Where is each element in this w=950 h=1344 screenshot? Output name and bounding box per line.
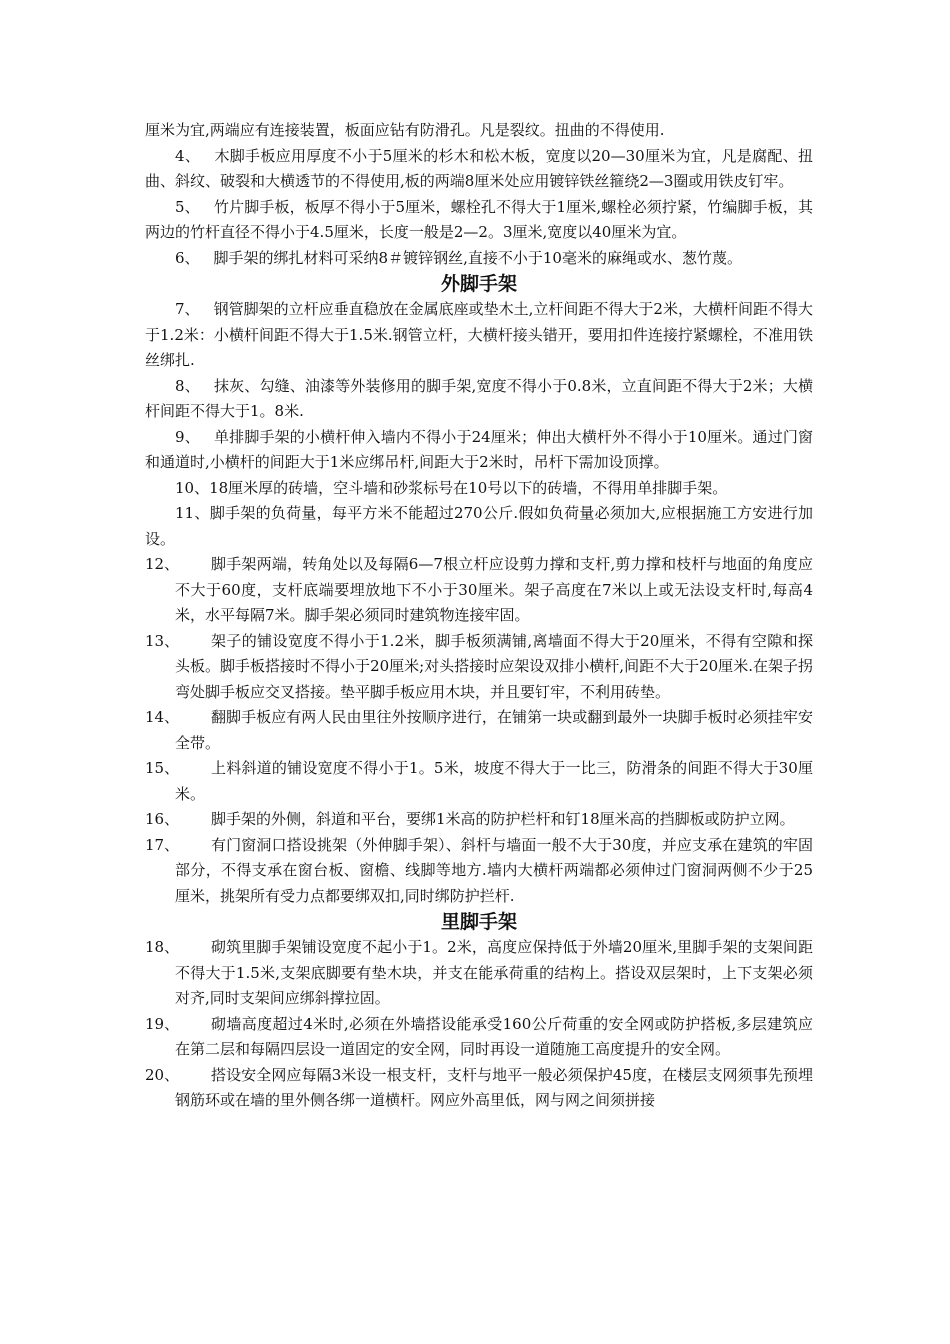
item-text: 钢管脚架的立杆应垂直稳放在金属底座或垫木土,立杆间距不得大于2米，大横杆间距不得大于1.2米：小横杆间距不得大于1.5米.钢管立杆，大横杆接头错开，要用扣件连接拧紧螺栓，不准用铁丝绑扎. (145, 300, 813, 369)
item-number: 14、 (145, 708, 180, 726)
list-item (145, 195, 813, 246)
list-item (145, 246, 813, 272)
list-item (145, 629, 813, 706)
items-group-b (145, 297, 813, 552)
list-item (145, 297, 813, 374)
list-item (145, 425, 813, 476)
list-item (145, 935, 813, 1012)
item-text: 脚手架两端，转角处以及每隔6—7根立杆应设剪力撑和支杆,剪力撑和枝杆与地面的角度应不大于60度，支杆底端要埋放地下不小于30厘米。架子高度在7米以上或无法设支杆时,每高4米，水平每隔7米。脚手架必须同时建筑物连接牢固。 (175, 555, 813, 624)
item-number: 6、 (175, 248, 200, 267)
list-item (145, 833, 813, 910)
item-number: 8、 (175, 376, 200, 395)
item-text: 有门窗洞口搭设挑架（外伸脚手架）、斜杆与墙面一般不大于30度，并应支承在建筑的牢固部分，不得支承在窗台板、窗檐、线脚等地方.墙内大横杆两端都必须伸过门窗洞两侧不少于25厘米，挑架所有受力点都要绑双扣,同时绑防护拦杆. (175, 835, 813, 905)
item-text: 砌墙高度超过4米时,必须在外墙搭设能承受160公斤荷重的安全网或防护搭板,多层建筑应在第二层和每隔四层设一道固定的安全网，同时再设一道随施工高度提升的安全网。 (175, 1014, 813, 1058)
item-text: 砌筑里脚手架铺设宽度不起小于1。2米，高度应保持低于外墙20厘米,里脚手架的支架间距不得大于1.5米,支架底脚要有垫木块，并支在能承荷重的结构上。搭设双层架时，上下支架必须对齐,同时支架间应绑斜撑拉固。 (175, 938, 813, 1007)
list-item (145, 1063, 813, 1114)
list-item (145, 756, 813, 807)
list-item (145, 144, 813, 195)
item-text: 18厘米厚的砖墙，空斗墙和砂浆标号在10号以下的砖墙，不得用单排脚手架。 (209, 478, 728, 497)
items-group-a (145, 144, 813, 272)
item-text: 单排脚手架的小横杆伸入墙内不得小于24厘米；伸出大横杆外不得小于10厘米。通过门窗和通道时,小横杆的间距大于1米应绑吊杆,间距大于2米时，吊杆下需加设顶撑。 (145, 427, 813, 471)
list-item (145, 705, 813, 756)
items-group-d (145, 935, 813, 1114)
item-number: 10、 (175, 478, 210, 497)
list-item (145, 501, 813, 552)
list-item (145, 476, 813, 502)
item-number: 13、 (145, 631, 180, 650)
item-text: 木脚手板应用厚度不小于5厘米的杉木和松木板，宽度以20—30厘米为宜，凡是腐配、扭曲、斜纹、破裂和大横透节的不得使用,板的两端8厘米处应用镀锌铁丝箍绕2—3圈或用铁皮钉牢。 (145, 146, 813, 190)
item-number: 12、 (145, 555, 180, 573)
item-number: 15、 (145, 759, 180, 777)
item-text: 翻脚手板应有两人民由里往外按顺序进行，在铺第一块或翻到最外一块脚手板时必须挂牢安全带。 (175, 708, 813, 752)
list-item (145, 1012, 813, 1063)
section-heading-outer-scaffold: 外脚手架 (440, 273, 517, 295)
list-item (145, 374, 813, 425)
section-heading-inner-scaffold: 里脚手架 (440, 911, 517, 933)
item-number: 11、 (175, 504, 210, 522)
item-text: 脚手架的负荷量，每平方米不能超过270公斤.假如负荷量必须加大,应根据施工方安进行加设。 (145, 504, 814, 548)
item-text: 架子的铺设宽度不得小于1.2米，脚手板须满铺,离墙面不得大于20厘米，不得有空隙和探头板。脚手板搭接时不得小于20厘米;对头搭接时应架设双排小横杆,间距不大于20厘米.在架子拐弯处脚手板应交叉搭接。垫平脚手板应用木块，并且要钉牢，不利用砖垫。 (175, 631, 813, 701)
list-item (145, 552, 813, 629)
item-number: 16、 (145, 810, 180, 828)
item-number: 5、 (175, 197, 200, 216)
item-number: 19、 (145, 1014, 180, 1033)
item-number: 20、 (145, 1065, 180, 1084)
items-group-c (145, 552, 813, 909)
document-page (145, 118, 813, 1114)
item-number: 7、 (175, 300, 200, 318)
item-text: 抹灰、勾缝、油漆等外装修用的脚手架,宽度不得小于0.8米，立直间距不得大于2米；大横杆间距不得大于1。8米. (145, 376, 813, 420)
item-number: 17、 (145, 835, 180, 854)
item-text: 脚手架的绑扎材料可采纳8＃镀锌钢丝,直接不小于10毫米的麻绳或水、葱竹蔑。 (213, 248, 742, 267)
item-text: 搭设安全网应每隔3米设一根支杆，支杆与地平一般必须保护45度，在楼层支网须事先预埋钢筋环或在墙的里外侧各绑一道横杆。网应外高里低，网与网之间须拼接 (175, 1065, 813, 1109)
item-number: 18、 (145, 938, 180, 956)
item-text: 竹片脚手板，板厚不得小于5厘米，螺栓孔不得大于1厘米,螺栓必须拧紧，竹编脚手板，其两边的竹杆直径不得小于4.5厘米，长度一般是2—2。3厘米,宽度以40厘米为宜。 (145, 197, 814, 241)
item-number: 4、 (175, 146, 201, 165)
item-text: 脚手架的外侧，斜道和平台，要绑1米高的防护栏杆和钉18厘米高的挡脚板或防护立网。 (211, 810, 795, 828)
intro-line: 厘米为宜,两端应有连接装置，板面应钻有防滑孔。凡是裂纹。扭曲的不得使用. (145, 121, 665, 139)
item-text: 上料斜道的铺设宽度不得小于1。5米，坡度不得大于一比三，防滑条的间距不得大于30厘米。 (175, 759, 813, 803)
list-item (145, 807, 813, 833)
item-number: 9、 (175, 427, 200, 446)
